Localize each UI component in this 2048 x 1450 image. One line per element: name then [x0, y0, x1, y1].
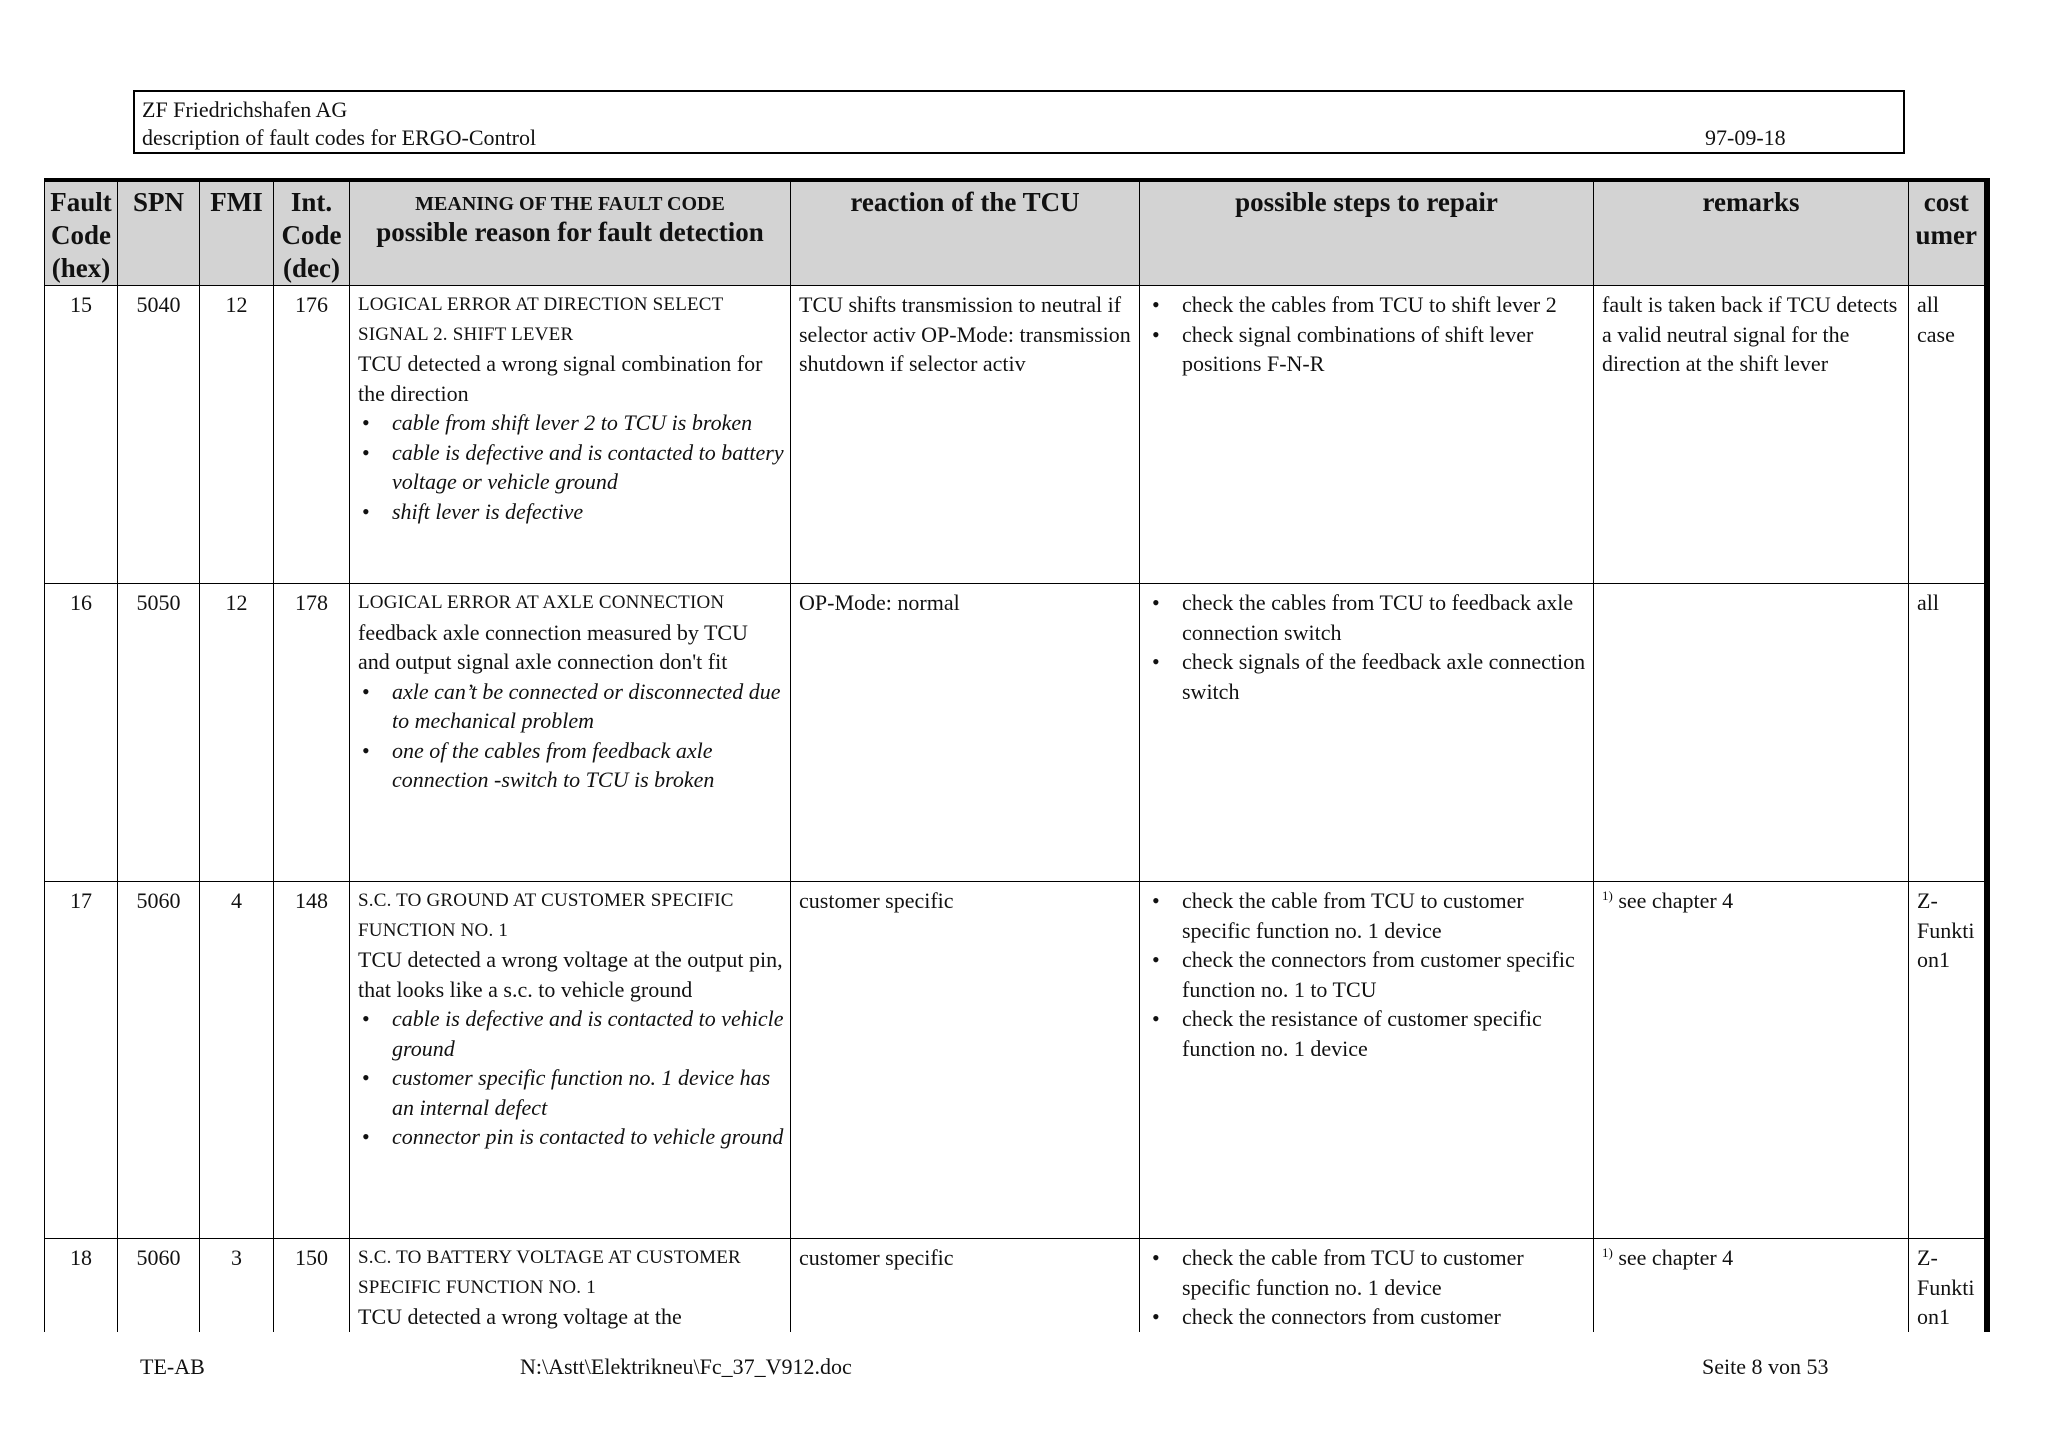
- cell-customer: Z-Funkti on1: [1909, 1239, 1987, 1332]
- cell-meaning: [350, 584, 791, 882]
- document-date: 97-09-18: [1705, 125, 1786, 150]
- cell-int-code: 150: [274, 1239, 350, 1332]
- list-item: • cable is defective and is contacted to battery voltage or vehicle ground: [358, 438, 784, 497]
- document-description: description of fault codes for ERGO-Control: [142, 125, 537, 150]
- list-item: • check the resistance of customer specific function no. 1 device: [1148, 1004, 1587, 1063]
- cell-remarks: [1594, 286, 1909, 584]
- cell-fault-code: 15: [45, 286, 118, 584]
- cause-list: [358, 1004, 784, 1152]
- footer-page-number: Seite 8 von 53: [1702, 1354, 1829, 1379]
- steps-list: [1148, 1243, 1587, 1332]
- cell-reaction: OP-Mode: normal: [791, 584, 1140, 882]
- fault-description: feedback axle connection measured by TCU and output signal axle connection don't fit: [358, 619, 748, 674]
- cell-int-code: 148: [274, 882, 350, 1239]
- footer-dept: TE-AB: [140, 1354, 205, 1379]
- list-item: • check the cable from TCU to customer specific function no. 1 device: [1148, 886, 1587, 945]
- list-item: • shift lever is defective: [358, 497, 784, 527]
- cell-meaning: [350, 1239, 791, 1332]
- cell-fmi: 3: [200, 1239, 274, 1332]
- cell-steps: [1140, 584, 1594, 882]
- footnote-marker: 1): [1602, 1245, 1613, 1260]
- table-header-row: [45, 180, 1987, 286]
- remarks-text: see chapter 4: [1618, 888, 1734, 913]
- steps-list: [1148, 290, 1587, 379]
- list-item: • cable is defective and is contacted to vehicle ground: [358, 1004, 784, 1063]
- list-item: • one of the cables from feedback axle connection -switch to TCU is broken: [358, 736, 784, 795]
- list-item: • axle can’t be connected or disconnected due to mechanical problem: [358, 677, 784, 736]
- cell-fmi: 12: [200, 584, 274, 882]
- header-spn: SPN: [118, 180, 200, 286]
- list-item: • check the cables from TCU to shift lever 2: [1148, 290, 1587, 320]
- list-item: • cable from shift lever 2 to TCU is broken: [358, 408, 784, 438]
- cell-fault-code: 16: [45, 584, 118, 882]
- list-item: • check the connectors from customer specific function no. 1 to TCU: [1148, 945, 1587, 1004]
- cell-customer: Z-Funkti on1: [1909, 882, 1987, 1239]
- cell-spn: 5050: [118, 584, 200, 882]
- cell-customer: all case: [1909, 286, 1987, 584]
- fault-title: LOGICAL ERROR AT AXLE CONNECTION: [358, 592, 725, 613]
- steps-list: [1148, 588, 1587, 706]
- header-reason: possible reason for fault detection: [376, 217, 764, 247]
- list-item: • check the connectors from customer: [1148, 1302, 1587, 1332]
- table-row: [45, 1239, 1987, 1332]
- list-item: • customer specific function no. 1 device has an internal defect: [358, 1063, 784, 1122]
- company-name: ZF Friedrichshafen AG: [142, 97, 348, 122]
- table-row: [45, 584, 1987, 882]
- list-item: • check signals of the feedback axle connection switch: [1148, 647, 1587, 706]
- fault-title: LOGICAL ERROR AT DIRECTION SELECT SIGNAL 2. SHIFT LEVER: [358, 294, 724, 345]
- cause-list: [358, 408, 784, 526]
- cell-steps: [1140, 882, 1594, 1239]
- cell-reaction: customer specific: [791, 882, 1140, 1239]
- fault-title: S.C. TO GROUND AT CUSTOMER SPECIFIC FUNCTION NO. 1: [358, 890, 734, 941]
- list-item: • connector pin is contacted to vehicle ground: [358, 1122, 784, 1152]
- cell-meaning: [350, 882, 791, 1239]
- fault-description: TCU detected a wrong voltage at the: [358, 1304, 682, 1329]
- cell-customer: all: [1909, 584, 1987, 882]
- header-steps: possible steps to repair: [1140, 180, 1594, 286]
- cell-steps: [1140, 286, 1594, 584]
- cell-int-code: 176: [274, 286, 350, 584]
- cell-spn: 5060: [118, 1239, 200, 1332]
- list-item: • check the cable from TCU to customer specific function no. 1 device: [1148, 1243, 1587, 1302]
- cell-fmi: 12: [200, 286, 274, 584]
- cell-meaning: [350, 286, 791, 584]
- cell-steps: [1140, 1239, 1594, 1332]
- fault-code-table-wrap: [44, 178, 1990, 1332]
- cell-remarks: [1594, 1239, 1909, 1332]
- header-fault-code: Fault Code (hex): [45, 180, 118, 286]
- list-item: • check signal combinations of shift lever positions F-N-R: [1148, 320, 1587, 379]
- fault-description: TCU detected a wrong signal combination for the direction: [358, 351, 763, 406]
- page-header: [133, 90, 1905, 154]
- cell-remarks: [1594, 882, 1909, 1239]
- fault-title: S.C. TO BATTERY VOLTAGE AT CUSTOMER SPECIFIC FUNCTION NO. 1: [358, 1247, 741, 1298]
- cell-spn: 5060: [118, 882, 200, 1239]
- header-meaning: [350, 180, 791, 286]
- remarks-text: fault is taken back if TCU detects a valid neutral signal for the direction at the shift lever: [1602, 292, 1898, 376]
- header-remarks: remarks: [1594, 180, 1909, 286]
- remarks-text: see chapter 4: [1618, 1245, 1734, 1270]
- table-row: [45, 882, 1987, 1239]
- footnote-marker: 1): [1602, 888, 1613, 903]
- header-fmi: FMI: [200, 180, 274, 286]
- header-int-code: Int. Code (dec): [274, 180, 350, 286]
- cell-int-code: 178: [274, 584, 350, 882]
- header-reaction: reaction of the TCU: [791, 180, 1140, 286]
- fault-description: TCU detected a wrong voltage at the output pin, that looks like a s.c. to vehicle ground: [358, 947, 783, 1002]
- header-customer: cost umer: [1909, 180, 1987, 286]
- footer-file-path: N:\Astt\Elektrikneu\Fc_37_V912.doc: [520, 1354, 852, 1379]
- cell-spn: 5040: [118, 286, 200, 584]
- cell-fmi: 4: [200, 882, 274, 1239]
- cell-reaction: customer specific: [791, 1239, 1140, 1332]
- cell-fault-code: 18: [45, 1239, 118, 1332]
- cell-remarks: [1594, 584, 1909, 882]
- cause-list: [358, 677, 784, 795]
- fault-code-table: [44, 178, 1990, 1332]
- cell-fault-code: 17: [45, 882, 118, 1239]
- cell-reaction: TCU shifts transmission to neutral if selector activ OP-Mode: transmission shutdown if selector activ: [791, 286, 1140, 584]
- list-item: • check the cables from TCU to feedback axle connection switch: [1148, 588, 1587, 647]
- table-row: [45, 286, 1987, 584]
- header-meaning-caps: MEANING OF THE FAULT CODE: [415, 193, 725, 215]
- steps-list: [1148, 886, 1587, 1063]
